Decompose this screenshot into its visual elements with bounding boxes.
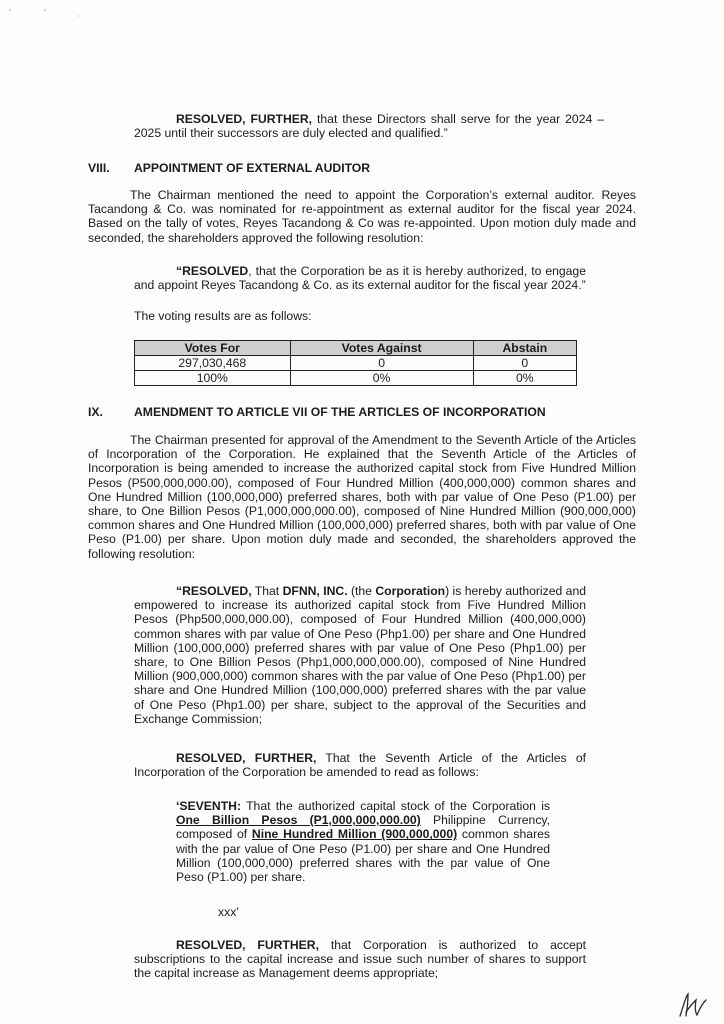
votes-against-percent: 0%: [290, 371, 473, 386]
votes-for-count: 297,030,468: [135, 356, 291, 371]
auditor-resolution-text: , that the Corporation be as it is hereby authorized, to engage and appoint Reyes Tacandong & Co. as its external auditor for the fiscal year 2024.”: [134, 264, 586, 293]
seventh-text-3: common shares with the par value of One Peso (P1.00) per share and One Hundred Million (100,000,000) preferred shares with the par value of One Peso (P1.00) per share.: [176, 827, 550, 885]
amend-resolution-text: That the Seventh Article of the Articles of Incorporation of the Corporation be amended to read as follows:: [134, 751, 586, 780]
capital-amount: One Billion Pesos (P1,000,000,000.00): [176, 813, 421, 828]
subscriptions-resolution-text: that Corporation is authorized to accept subscriptions to the capital increase and issue such number of shares to support the capital increase as Management deems appropriate;: [134, 938, 586, 981]
ellipsis-mark: xxx’: [218, 905, 239, 919]
seventh-text-2: Philippine Currency, composed of: [176, 813, 550, 842]
section-viii-paragraph: The Chairman mentioned the need to appoint the Corporation’s external auditor. Reyes Tacandong & Co. was nominated for re-appointment as external auditor for the fiscal year 2024. Based on the tally of votes, Reyes Tacandong & Co was re-appointed. Upon motion duly made and seconded, the shareholders approved the following resolution:: [88, 188, 636, 245]
common-shares-amount: Nine Hundred Million (900,000,000): [251, 827, 458, 842]
subscriptions-resolution: [134, 938, 586, 981]
table-row: [135, 371, 577, 386]
abstain-percent: 0%: [473, 371, 576, 386]
header-abstain: Abstain: [473, 341, 576, 356]
amend-resolution-lead: RESOLVED, FURTHER,: [176, 751, 317, 765]
company-name: DFNN, INC.: [282, 584, 348, 598]
table-row: [135, 356, 577, 371]
seventh-text-1: That the authorized capital stock of the Corporation is: [241, 799, 550, 813]
header-votes-for: Votes For: [135, 341, 291, 356]
section-ix-paragraph: The Chairman presented for approval of the Amendment to the Seventh Article of the Articles of Incorporation of the Corporation. He explained that the Seventh Article of the Articles of Incorporation is being amended to increase the authorized capital stock from Five Hundred Million Pesos (P500,000,000.00), composed of Four Hundred Million (400,000,000) common shares and One Hundred Million (100,000,000) preferred shares, both with par value of One Peso (P1.00) per share, to One Billion Pesos (P1,000,000,000.00), composed of Nine Hundred Million (900,000,000) common shares and One Hundred Million (100,000,000) preferred shares, both with par value of One Peso (P1.00) per share. Upon motion duly made and seconded, the shareholders approved the following resolution:: [88, 433, 636, 561]
capital-resolution-text-3: ) is hereby authorized and empowered to increase its authorized capital stock from Five Hundred Million Pesos (Php500,000,000.00), composed of Four Hundred Million (400,000,000) common shares with par value of One Peso (Php1.00) per share and One Hundred Million (100,000,000) preferred shares with par value of One Peso (Php1.00) per share, to One Billion Pesos (Php1,000,000,000.00), composed of Nine Hundred Million (900,000,000) common shares with the par value of One Peso (Php1.00) per share and One Hundred Million (100,000,000) preferred shares with the par value of One Peso (Php1.00) per share, subject to the approval of the Securities and Exchange Commission;: [134, 584, 587, 726]
corporation-term: Corporation: [375, 584, 446, 598]
header-votes-against: Votes Against: [290, 341, 473, 356]
resolved-further-text: that these Directors shall serve for the year 2024 – 2025 until their successors are duly elected and qualified.”: [134, 112, 604, 141]
amend-article-resolution: [134, 751, 586, 779]
voting-intro: The voting results are as follows:: [134, 309, 312, 323]
auditor-resolution-lead: “RESOLVED: [176, 264, 249, 278]
capital-increase-resolution: [134, 584, 586, 726]
section-ix-title: AMENDMENT TO ARTICLE VII OF THE ARTICLES OF INCORPORATION: [134, 405, 546, 419]
capital-resolution-text-2: (the: [347, 584, 376, 598]
scan-speck-marks: [0, 0, 724, 40]
table-header-row: [135, 341, 577, 356]
capital-resolution-lead: “RESOLVED,: [176, 584, 252, 598]
auditor-resolution: [134, 264, 586, 292]
section-ix-number: IX.: [88, 405, 103, 419]
initials-signature: [676, 990, 710, 1020]
seventh-lead: ‘SEVENTH:: [176, 799, 242, 813]
votes-against-count: 0: [290, 356, 473, 371]
section-viii-title: APPOINTMENT OF EXTERNAL AUDITOR: [134, 161, 371, 175]
resolved-further-lead: RESOLVED, FURTHER,: [176, 112, 313, 126]
section-viii-heading: [88, 161, 370, 175]
subscriptions-resolution-lead: RESOLVED, FURTHER,: [176, 938, 319, 952]
seventh-article-text: [176, 799, 550, 884]
votes-for-percent: 100%: [135, 371, 291, 386]
capital-resolution-text-1: That: [251, 584, 283, 598]
resolved-further-directors: [134, 112, 604, 140]
abstain-count: 0: [473, 356, 576, 371]
section-ix-heading: [88, 405, 546, 419]
section-viii-number: VIII.: [88, 161, 110, 175]
voting-results-table: [134, 340, 577, 386]
